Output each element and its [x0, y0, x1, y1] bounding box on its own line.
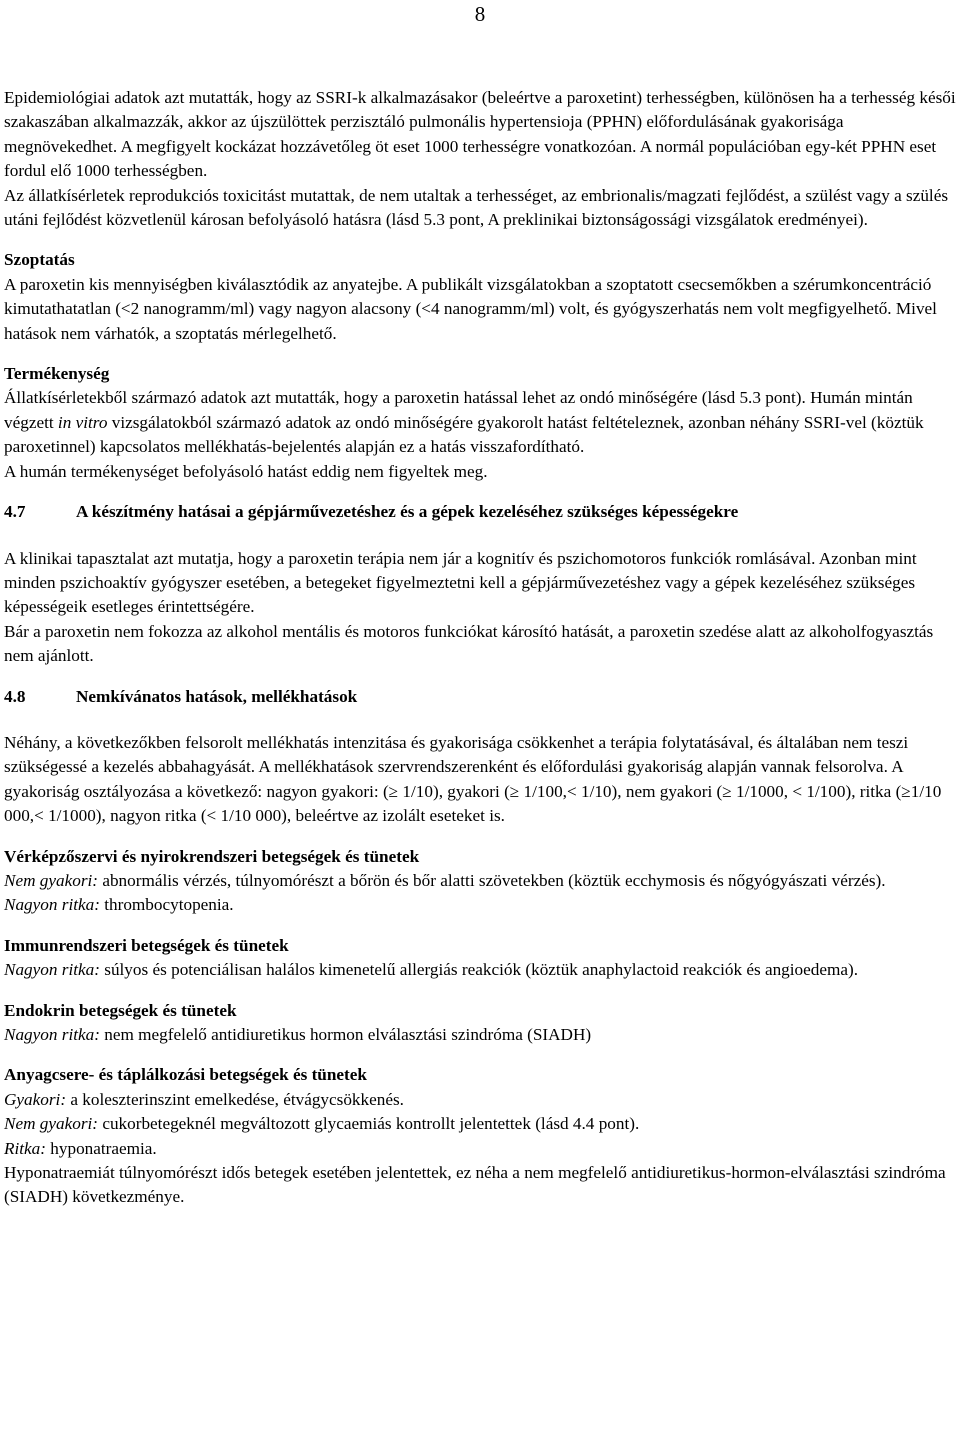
- entry-text: súlyos és potenciálisan halálos kimenetelű allergiás reakciók (köztük anaphylactoid reakciók és angioedema).: [99, 960, 859, 980]
- entry-metabolism-uncommon: [4, 1112, 956, 1136]
- heading-fertility: Termékenység: [4, 364, 110, 384]
- heading-breastfeeding: Szoptatás: [4, 250, 75, 270]
- heading-metabolism: Anyagcsere- és táplálkozási betegségek és tünetek: [4, 1065, 367, 1085]
- entry-metabolism-common: [4, 1088, 956, 1112]
- paragraph-hyponatraemia: Hyponatraemiát túlnyomórészt idős betegek esetében jelentettek, ez néha a nem megfelelő antidiuretikus-hormon-elválasztási szindróma (SIADH) következménye.: [4, 1163, 946, 1207]
- heading-section-4-7: [4, 500, 956, 524]
- entry-text: nem megfelelő antidiuretikus hormon elválasztási szindróma (SIADH): [99, 1025, 592, 1044]
- paragraph-adverse-intro: Néhány, a következőkben felsorolt mellékhatás intenzitása és gyakorisága csökkenhet a terápia folytatásával, és általában nem teszi szükségessé a kezelés abbahagyását. A mellékhatások szervrendszerenként és előfordulási gyakoriság alapján vannak felsorolva. A gyakoriság osztályozása a következő: nagyon gyakori: (≥ 1/10), gyakori (≥ 1/100,< 1/10), nem gyakori (≥ 1/1000, < 1/100), ritka (≥1/10 000,< 1/1000), nagyon ritka (< 1/10 000), beleértve az izolált eseteket is.: [4, 732, 942, 826]
- section-title: Nemkívánatos hatások, mellékhatások: [76, 686, 358, 706]
- frequency-label: Nem gyakori:: [4, 870, 99, 890]
- entry-endocrine-very-rare: [4, 1023, 956, 1047]
- entry-immune-very-rare: [4, 958, 956, 982]
- frequency-label: Nagyon ritka:: [4, 1025, 100, 1044]
- entry-text: a koleszterinszint emelkedése, étvágycsökkenés.: [66, 1089, 404, 1109]
- paragraph-breastfeeding: A paroxetin kis mennyiségben kiválasztódik az anyatejbe. A publikált vizsgálatokban a szoptatott csecsemőkben a szérumkoncentráció kimutathatatlan (<2 nanogramm/ml) vagy nagyon alacsony (<4 nanogramm/ml) volt, és gyógyszerhatás nem volt megfigyelhető. Mivel hatások nem várhatók, a szoptatás mérlegelhető.: [4, 274, 937, 343]
- frequency-label: Nem gyakori:: [4, 1114, 99, 1134]
- frequency-label: Gyakori:: [4, 1089, 67, 1109]
- heading-immune: Immunrendszeri betegségek és tünetek: [4, 935, 289, 955]
- paragraph-driving-2: Bár a paroxetin nem fokozza az alkohol mentális és motoros funkciókat károsító hatását, a paroxetin szedése alatt az alkoholfogyasztás nem ajánlott.: [4, 621, 934, 666]
- paragraph-animal-studies: Az állatkísérletek reprodukciós toxicitást mutattak, de nem utaltak a terhességet, az embrionalis/magzati fejlődést, a szülést vagy a szülés utáni fejlődést közvetlenül károsan befolyásoló hatásra (lásd 5.3 pont, A preklinikai biztonságossági vizsgálatok eredményei).: [4, 185, 949, 230]
- entry-metabolism-rare: [4, 1137, 956, 1161]
- fertility-text-a: Állatkísérletekből származó adatok azt mutatták, hogy a paroxetin hatással lehet az ondó minőségére (lásd 5.3 pont). Humán mintán végzett: [4, 388, 913, 432]
- entry-text: abnormális vérzés, túlnyomórészt a bőrön és bőr alatti szövetekben (köztük ecchymosis és nőgyógyászati vérzés).: [98, 870, 886, 890]
- fertility-in-vitro: in vitro: [57, 412, 108, 432]
- paragraph-driving-1: A klinikai tapasztalat azt mutatja, hogy a paroxetin terápia nem jár a kognitív és pszichomotoros funkciók romlásával. Azonban mint minden pszichoaktív gyógyszer esetében, a betegeket figyelmeztetni kell a gépjárművezetéshez vagy a gépek kezeléséhez szükséges képességeik esetleges érintettségére.: [4, 548, 917, 617]
- heading-blood-lymph: Vérképzőszervi és nyirokrendszeri betegségek és tünetek: [4, 846, 420, 866]
- fertility-text-b: vizsgálatokból származó adatok az ondó minőségére gyakorolt hatást feltételeznek, azonban néhány SSRI-vel (köztük paroxetinnel) kapcsolatos mellékhatás-bejelentés alapján ez a hatás visszafordítható.: [4, 412, 924, 457]
- paragraph-fertility-1: [4, 386, 956, 459]
- frequency-label: Nagyon ritka:: [4, 960, 100, 980]
- section-title: A készítmény hatásai a gépjárművezetéshez és a gépek kezeléséhez szükséges képességekre: [76, 502, 739, 522]
- entry-blood-uncommon: [4, 869, 956, 893]
- heading-endocrine: Endokrin betegségek és tünetek: [4, 1000, 237, 1020]
- frequency-label: Ritka:: [4, 1138, 46, 1158]
- paragraph-epidemiology: Epidemiológiai adatok azt mutatták, hogy az SSRI-k alkalmazásakor (beleértve a paroxetint) terhességben, különösen ha a terhesség késői szakaszában alkalmazzák, akkor az újszülöttek perzisztáló pulmonális hypertensioja (PPHN) előfordulásának gyakorisága megnövekedhet. A megfigyelt kockázat hozzávetőleg öt eset 1000 terhességre vonatkozóan. A normál populációban egy-két PPHN eset fordul elő 1000 terhességben.: [4, 88, 956, 181]
- frequency-label: Nagyon ritka:: [4, 895, 100, 915]
- entry-blood-very-rare: [4, 893, 956, 917]
- section-number: 4.8: [4, 686, 26, 706]
- entry-text: hyponatraemia.: [46, 1138, 157, 1158]
- page-number: 8: [474, 2, 486, 26]
- document-body: [4, 86, 956, 1210]
- paragraph-fertility-2: A humán termékenységet befolyásoló hatást eddig nem figyeltek meg.: [4, 461, 488, 481]
- entry-text: thrombocytopenia.: [99, 895, 234, 915]
- entry-text: cukorbetegeknél megváltozott glycaemiás kontrollt jelentettek (lásd 4.4 pont).: [98, 1114, 640, 1134]
- section-number: 4.7: [4, 502, 26, 522]
- heading-section-4-8: [4, 685, 956, 709]
